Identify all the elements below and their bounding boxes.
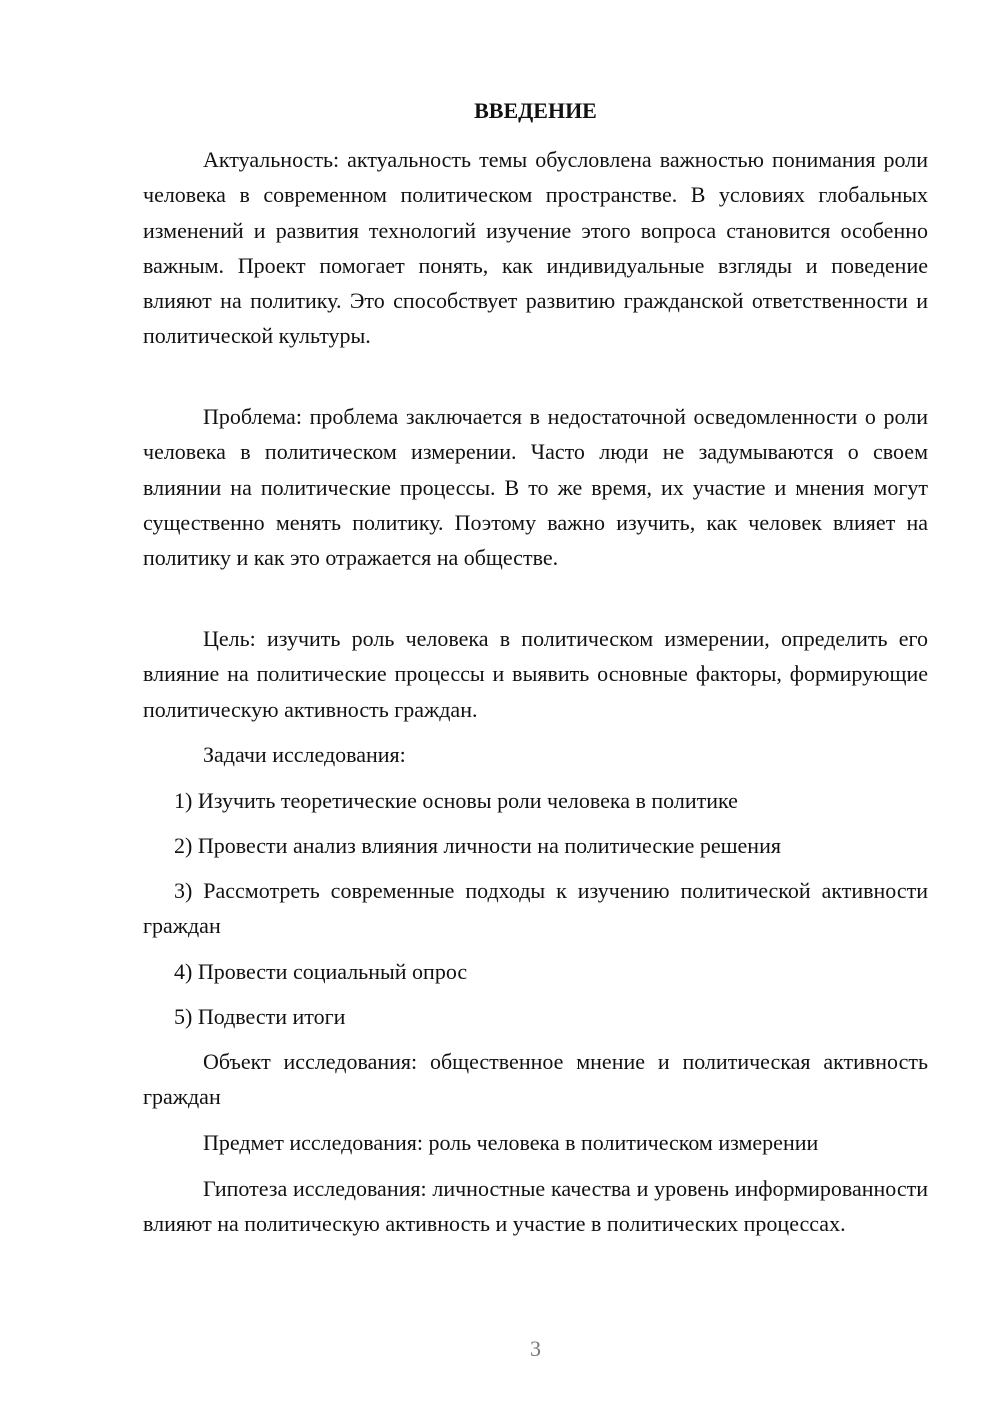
goal-paragraph: Цель: изучить роль человека в политическом измерении, определить его влияние на политические процессы и выявить основные факторы, формирующие политическую активность граждан. — [143, 626, 928, 722]
task-item: 4) Провести социальный опрос — [174, 959, 468, 984]
tasks-title: Задачи исследования: — [203, 742, 406, 767]
object-paragraph: Объект исследования: общественное мнение и политическая активность граждан — [143, 1049, 928, 1110]
page-number: 3 — [530, 1336, 541, 1361]
task-item: 5) Подвести итоги — [174, 1004, 346, 1029]
page-heading: ВВЕДЕНИЕ — [474, 98, 597, 123]
relevance-paragraph: Актуальность: актуальность темы обусловлена важностью понимания роли человека в современном политическом пространстве. В условиях глобальных изменений и развития технологий изучение этого вопроса становится особенно важным. Проект помогает понять, как индивидуальные взгляды и поведение влияют на политику. Это способствует развитию гражданской ответственности и политической культуры. — [143, 147, 928, 349]
task-item: 2) Провести анализ влияния личности на политические решения — [174, 833, 781, 858]
task-item: 1) Изучить теоретические основы роли человека в политике — [174, 788, 738, 813]
problem-paragraph: Проблема: проблема заключается в недостаточной осведомленности о роли человека в политическом измерении. Часто люди не задумываются о своем влиянии на политические процессы. В то же время, их участие и мнения могут существенно менять политику. Поэтому важно изучить, как человек влияет на политику и как это отражается на обществе. — [143, 404, 928, 571]
task-item: 3) Рассмотреть современные подходы к изучению политической активности граждан — [143, 878, 928, 939]
subject-paragraph: Предмет исследования: роль человека в политическом измерении — [203, 1130, 819, 1155]
hypothesis-paragraph: Гипотеза исследования: личностные качества и уровень информированности влияют на политическую активность и участие в политических процессах. — [143, 1176, 928, 1237]
